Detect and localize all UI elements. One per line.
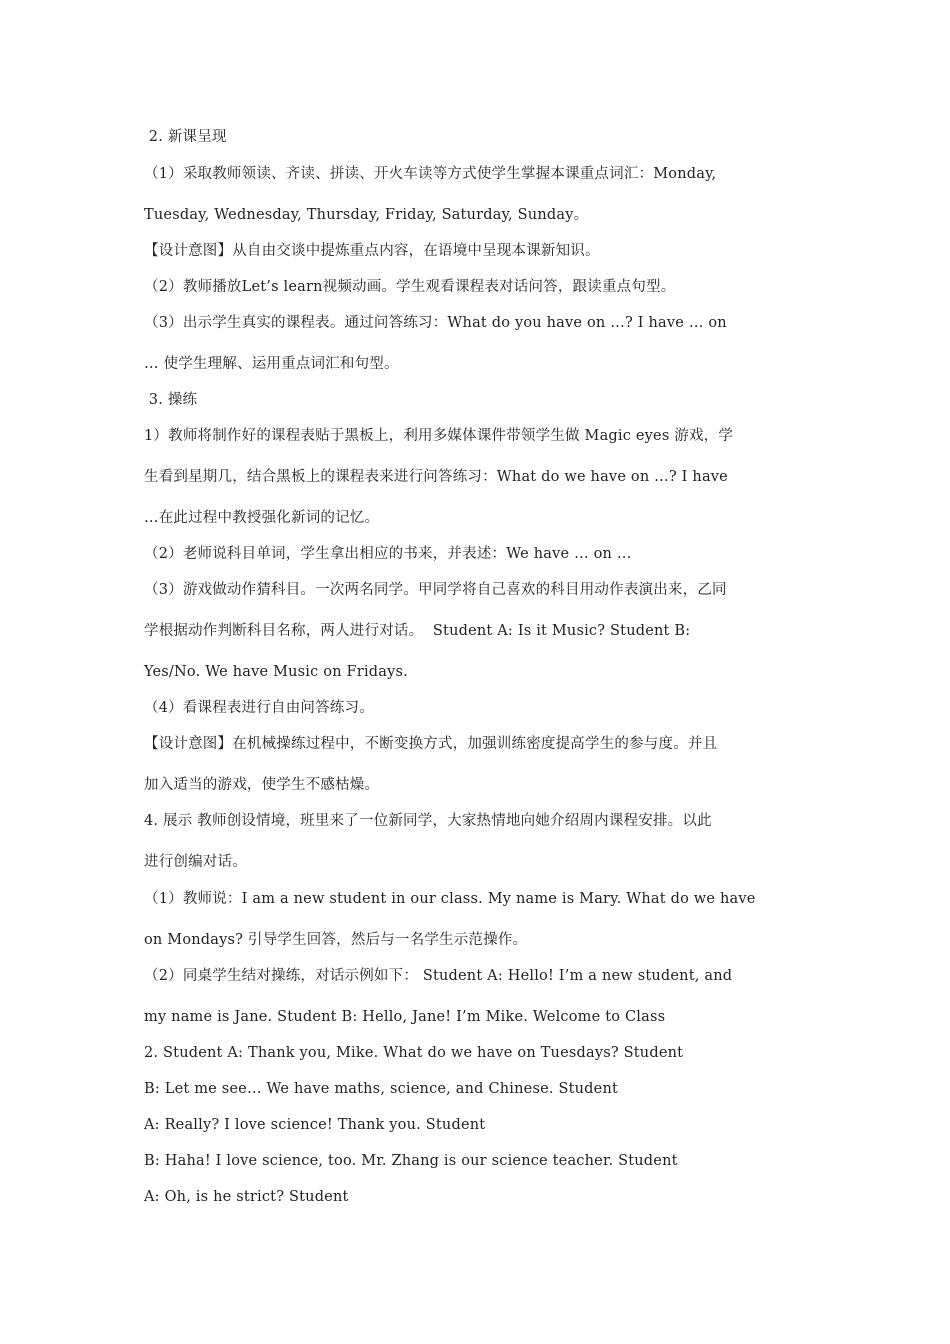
paragraph-line: （2）教师播放Let’s learn视频动画。学生观看课程表对话问答，跟读重点句型。 (144, 279, 676, 295)
design-intent-line: 【设计意图】从自由交谈中提炼重点内容，在语境中呈现本课新知识。 (144, 243, 600, 259)
paragraph-line: 进行创编对话。 (144, 854, 247, 870)
paragraph-line: （1）教师说：I am a new student in our class. My name is Mary. What do we have (144, 891, 756, 907)
design-intent-line: 【设计意图】在机械操练过程中，不断变换方式，加强训练密度提高学生的参与度。并且 (144, 736, 718, 752)
paragraph-line: 1）教师将制作好的课程表贴于黑板上，利用多媒体课件带领学生做 Magic eyes 游戏，学 (144, 428, 734, 444)
paragraph-line: on Mondays? 引导学生回答，然后与一名学生示范操作。 (144, 932, 528, 948)
paragraph-line: （3）游戏做动作猜科目。一次两名同学。甲同学将自己喜欢的科目用动作表演出来，乙同 (144, 582, 727, 598)
section-heading-new-lesson: 2. 新课呈现 (144, 129, 227, 145)
dialogue-line: A: Really? I love science! Thank you. Student (144, 1117, 486, 1133)
paragraph-line: （2）老师说科目单词，学生拿出相应的书来，并表述：We have … on … (144, 546, 632, 562)
paragraph-line: （2）同桌学生结对操练，对话示例如下： Student A: Hello! I’m a new student, and (144, 968, 733, 984)
dialogue-line: B: Haha! I love science, too. Mr. Zhang is our science teacher. Student (144, 1153, 678, 1169)
paragraph-line: 学根据动作判断科目名称，两人进行对话。 Student A: Is it Music? Student B: (144, 623, 691, 639)
paragraph-line: 生看到星期几，结合黑板上的课程表来进行问答练习：What do we have on …? I have (144, 469, 728, 485)
paragraph-line: （1）采取教师领读、齐读、拼读、开火车读等方式使学生掌握本课重点词汇：Monday, (144, 166, 717, 182)
dialogue-line: 2. Student A: Thank you, Mike. What do we have on Tuesdays? Student (144, 1045, 684, 1061)
section-heading-presentation: 4. 展示 教师创设情境，班里来了一位新同学，大家热情地向她介绍周内课程安排。以此 (144, 813, 712, 829)
dialogue-line: B: Let me see… We have maths, science, and Chinese. Student (144, 1081, 619, 1097)
paragraph-line: （4）看课程表进行自由问答练习。 (144, 700, 374, 716)
dialogue-line: my name is Jane. Student B: Hello, Jane! I’m Mike. Welcome to Class (144, 1009, 666, 1025)
paragraph-line: Yes/No. We have Music on Fridays. (144, 664, 408, 680)
paragraph-line: 加入适当的游戏，使学生不感枯燥。 (144, 777, 380, 793)
section-heading-practice: 3. 操练 (144, 392, 198, 408)
paragraph-line: （3）出示学生真实的课程表。通过问答练习：What do you have on …? I have … on (144, 315, 727, 331)
paragraph-line: … 使学生理解、运用重点词汇和句型。 (144, 356, 399, 372)
dialogue-line: A: Oh, is he strict? Student (144, 1189, 349, 1205)
paragraph-line: …在此过程中教授强化新词的记忆。 (144, 510, 380, 526)
paragraph-line: Tuesday, Wednesday, Thursday, Friday, Saturday, Sunday。 (144, 207, 589, 223)
